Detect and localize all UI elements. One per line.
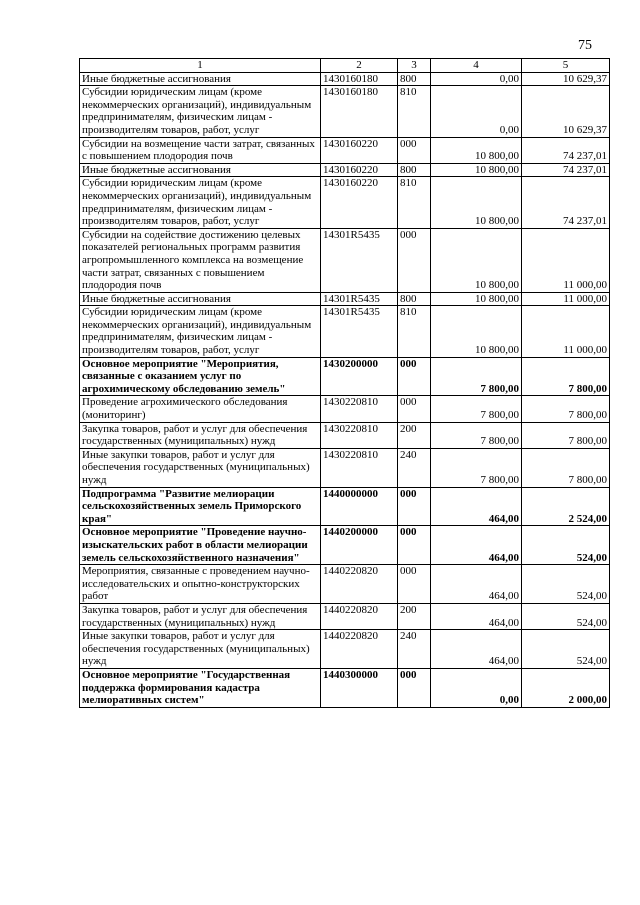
table-row	[80, 565, 610, 604]
header-cell-5: 5	[522, 59, 610, 73]
table-header-row	[80, 59, 610, 73]
row-value-2022-cell: 10 629,37	[522, 72, 610, 86]
row-code-cell: 1440220820	[321, 565, 398, 604]
row-value-2022-cell: 524,00	[522, 603, 610, 629]
row-value-2021-cell: 464,00	[431, 603, 522, 629]
table-row	[80, 668, 610, 707]
row-name-cell: Основное мероприятие "Проведение научно-изыскательских работ в области мелиорации земель сельскохозяйственного назначения"	[80, 526, 321, 565]
row-code-cell: 1430160220	[321, 137, 398, 163]
row-name-cell: Субсидии юридическим лицам (кроме некоммерческих организаций), индивидуальным предпринимателям, физическим лицам - производителям товаров, работ, услуг	[80, 86, 321, 137]
row-vr-cell: 000	[398, 137, 431, 163]
row-code-cell: 1440220820	[321, 630, 398, 669]
row-value-2022-cell: 11 000,00	[522, 306, 610, 357]
header-cell-4: 4	[431, 59, 522, 73]
row-code-cell: 1430200000	[321, 357, 398, 396]
table-row	[80, 228, 610, 292]
row-value-2021-cell: 0,00	[431, 668, 522, 707]
row-value-2022-cell: 11 000,00	[522, 292, 610, 306]
table-row	[80, 177, 610, 228]
row-value-2021-cell: 10 800,00	[431, 306, 522, 357]
row-name-cell: Иные закупки товаров, работ и услуг для обеспечения государственных (муниципальных) нужд	[80, 448, 321, 487]
row-vr-cell: 000	[398, 396, 431, 422]
table-row	[80, 422, 610, 448]
row-code-cell: 14301R5435	[321, 306, 398, 357]
header-cell-3: 3	[398, 59, 431, 73]
table-row	[80, 526, 610, 565]
row-code-cell: 14301R5435	[321, 292, 398, 306]
row-value-2021-cell: 10 800,00	[431, 137, 522, 163]
row-value-2022-cell: 7 800,00	[522, 396, 610, 422]
row-value-2022-cell: 7 800,00	[522, 357, 610, 396]
table-row	[80, 396, 610, 422]
row-value-2021-cell: 10 800,00	[431, 163, 522, 177]
row-name-cell: Субсидии юридическим лицам (кроме некоммерческих организаций), индивидуальным предпринимателям, физическим лицам - производителям товаров, работ, услуг	[80, 177, 321, 228]
row-code-cell: 1430220810	[321, 448, 398, 487]
row-name-cell: Основное мероприятие "Мероприятия, связанные с оказанием услуг по агрохимическому обследованию земель"	[80, 357, 321, 396]
header-cell-2: 2	[321, 59, 398, 73]
row-name-cell: Закупка товаров, работ и услуг для обеспечения государственных (муниципальных) нужд	[80, 603, 321, 629]
table-row	[80, 357, 610, 396]
row-value-2022-cell: 7 800,00	[522, 448, 610, 487]
row-name-cell: Иные закупки товаров, работ и услуг для обеспечения государственных (муниципальных) нужд	[80, 630, 321, 669]
row-vr-cell: 810	[398, 306, 431, 357]
row-vr-cell: 000	[398, 526, 431, 565]
row-value-2021-cell: 464,00	[431, 526, 522, 565]
row-code-cell: 1430160180	[321, 72, 398, 86]
table-row	[80, 306, 610, 357]
row-name-cell: Закупка товаров, работ и услуг для обеспечения государственных (муниципальных) нужд	[80, 422, 321, 448]
row-value-2022-cell: 7 800,00	[522, 422, 610, 448]
header-cell-1: 1	[80, 59, 321, 73]
row-value-2021-cell: 0,00	[431, 86, 522, 137]
row-vr-cell: 000	[398, 357, 431, 396]
table-row	[80, 163, 610, 177]
row-value-2022-cell: 2 524,00	[522, 487, 610, 526]
table-row	[80, 487, 610, 526]
row-name-cell: Иные бюджетные ассигнования	[80, 72, 321, 86]
row-vr-cell: 800	[398, 163, 431, 177]
table-row	[80, 630, 610, 669]
row-code-cell: 1430160180	[321, 86, 398, 137]
row-code-cell: 1430220810	[321, 422, 398, 448]
row-value-2022-cell: 524,00	[522, 565, 610, 604]
row-value-2021-cell: 10 800,00	[431, 292, 522, 306]
row-value-2021-cell: 7 800,00	[431, 448, 522, 487]
row-vr-cell: 240	[398, 630, 431, 669]
table-row	[80, 137, 610, 163]
row-value-2021-cell: 0,00	[431, 72, 522, 86]
row-code-cell: 1440220820	[321, 603, 398, 629]
row-vr-cell: 240	[398, 448, 431, 487]
row-code-cell: 1430160220	[321, 163, 398, 177]
row-vr-cell: 000	[398, 668, 431, 707]
row-name-cell: Субсидии на возмещение части затрат, связанных с повышением плодородия почв	[80, 137, 321, 163]
row-vr-cell: 810	[398, 177, 431, 228]
budget-table	[79, 58, 610, 708]
table-row	[80, 292, 610, 306]
row-vr-cell: 810	[398, 86, 431, 137]
row-vr-cell: 000	[398, 565, 431, 604]
row-name-cell: Мероприятия, связанные с проведением научно-исследовательских и опытно-конструкторских работ	[80, 565, 321, 604]
row-vr-cell: 000	[398, 487, 431, 526]
row-name-cell: Основное мероприятие "Государственная поддержка формирования кадастра мелиоративных систем"	[80, 668, 321, 707]
row-code-cell: 14301R5435	[321, 228, 398, 292]
row-value-2022-cell: 524,00	[522, 630, 610, 669]
row-code-cell: 1440000000	[321, 487, 398, 526]
row-value-2022-cell: 10 629,37	[522, 86, 610, 137]
row-name-cell: Иные бюджетные ассигнования	[80, 292, 321, 306]
page-number: 75	[578, 38, 592, 53]
row-value-2022-cell: 74 237,01	[522, 137, 610, 163]
row-vr-cell: 200	[398, 422, 431, 448]
row-vr-cell: 800	[398, 292, 431, 306]
row-value-2021-cell: 464,00	[431, 565, 522, 604]
row-value-2022-cell: 11 000,00	[522, 228, 610, 292]
row-value-2021-cell: 10 800,00	[431, 228, 522, 292]
row-value-2022-cell: 2 000,00	[522, 668, 610, 707]
row-name-cell: Подпрограмма "Развитие мелиорации сельскохозяйственных земель Приморского края"	[80, 487, 321, 526]
table-row	[80, 448, 610, 487]
row-value-2021-cell: 7 800,00	[431, 422, 522, 448]
row-code-cell: 1440200000	[321, 526, 398, 565]
table-body	[80, 72, 610, 707]
row-vr-cell: 200	[398, 603, 431, 629]
table-row	[80, 86, 610, 137]
row-value-2022-cell: 74 237,01	[522, 163, 610, 177]
row-name-cell: Иные бюджетные ассигнования	[80, 163, 321, 177]
row-code-cell: 1440300000	[321, 668, 398, 707]
table-row	[80, 72, 610, 86]
row-value-2021-cell: 464,00	[431, 630, 522, 669]
row-code-cell: 1430220810	[321, 396, 398, 422]
row-name-cell: Проведение агрохимического обследования (мониторинг)	[80, 396, 321, 422]
row-value-2021-cell: 10 800,00	[431, 177, 522, 228]
table-row	[80, 603, 610, 629]
row-name-cell: Субсидии на содействие достижению целевых показателей региональных программ развития агропромышленного комплекса на возмещение части затрат, связанных с повышением плодородия почв	[80, 228, 321, 292]
row-vr-cell: 800	[398, 72, 431, 86]
row-value-2021-cell: 7 800,00	[431, 357, 522, 396]
row-code-cell: 1430160220	[321, 177, 398, 228]
row-vr-cell: 000	[398, 228, 431, 292]
row-value-2021-cell: 7 800,00	[431, 396, 522, 422]
row-name-cell: Субсидии юридическим лицам (кроме некоммерческих организаций), индивидуальным предпринимателям, физическим лицам - производителям товаров, работ, услуг	[80, 306, 321, 357]
row-value-2021-cell: 464,00	[431, 487, 522, 526]
row-value-2022-cell: 524,00	[522, 526, 610, 565]
row-value-2022-cell: 74 237,01	[522, 177, 610, 228]
